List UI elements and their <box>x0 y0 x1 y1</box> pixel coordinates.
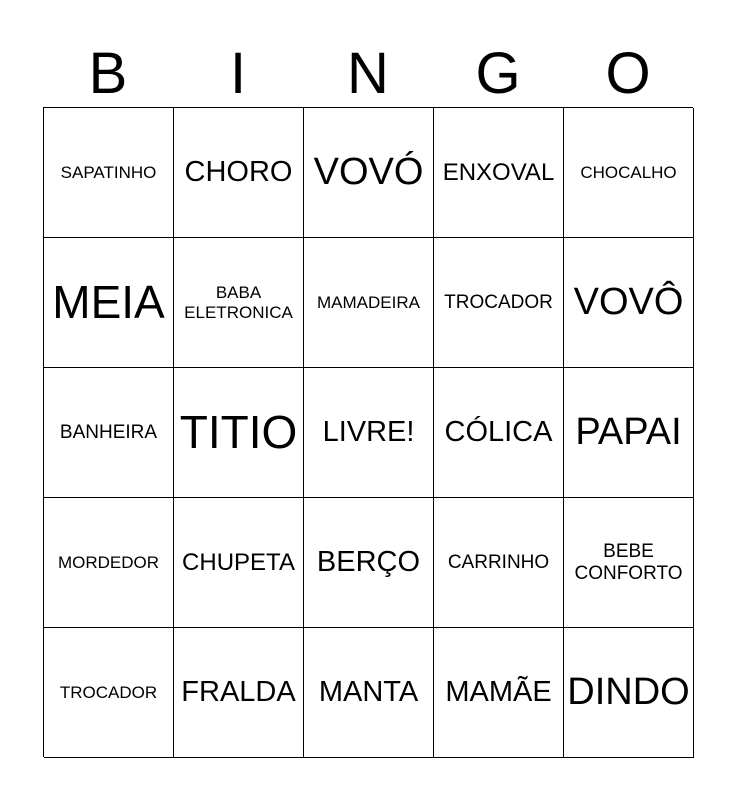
bingo-board <box>43 107 693 757</box>
bingo-cell[interactable]: MANTA <box>304 628 434 758</box>
bingo-cell[interactable]: CHOCALHO <box>564 108 694 238</box>
bingo-cell[interactable]: TROCADOR <box>434 238 564 368</box>
bingo-cell[interactable]: MEIA <box>44 238 174 368</box>
bingo-cell[interactable]: VOVÔ <box>564 238 694 368</box>
bingo-header <box>43 41 693 106</box>
header-letter-i: I <box>229 41 247 106</box>
bingo-cell[interactable]: VOVÓ <box>304 108 434 238</box>
header-letter-b: B <box>88 41 128 106</box>
bingo-cell[interactable]: BEBE CONFORTO <box>564 498 694 628</box>
header-letter-o: O <box>605 41 651 106</box>
bingo-cell[interactable]: CHUPETA <box>174 498 304 628</box>
bingo-cell[interactable]: PAPAI <box>564 368 694 498</box>
header-letter-g: G <box>475 41 521 106</box>
bingo-cell[interactable]: MORDEDOR <box>44 498 174 628</box>
bingo-cell[interactable]: TROCADOR <box>44 628 174 758</box>
bingo-cell[interactable]: BANHEIRA <box>44 368 174 498</box>
free-space-cell[interactable]: LIVRE! <box>304 368 434 498</box>
header-letter-n: N <box>347 41 389 106</box>
bingo-cell[interactable]: DINDO <box>564 628 694 758</box>
bingo-cell[interactable]: FRALDA <box>174 628 304 758</box>
bingo-cell[interactable]: CÓLICA <box>434 368 564 498</box>
bingo-cell[interactable]: CHORO <box>174 108 304 238</box>
bingo-cell[interactable]: ENXOVAL <box>434 108 564 238</box>
bingo-cell[interactable]: TITIO <box>174 368 304 498</box>
bingo-cell[interactable]: MAMÃE <box>434 628 564 758</box>
bingo-cell[interactable]: MAMADEIRA <box>304 238 434 368</box>
bingo-cell[interactable]: CARRINHO <box>434 498 564 628</box>
bingo-cell[interactable]: BERÇO <box>304 498 434 628</box>
bingo-cell[interactable]: BABA ELETRONICA <box>174 238 304 368</box>
bingo-cell[interactable]: SAPATINHO <box>44 108 174 238</box>
